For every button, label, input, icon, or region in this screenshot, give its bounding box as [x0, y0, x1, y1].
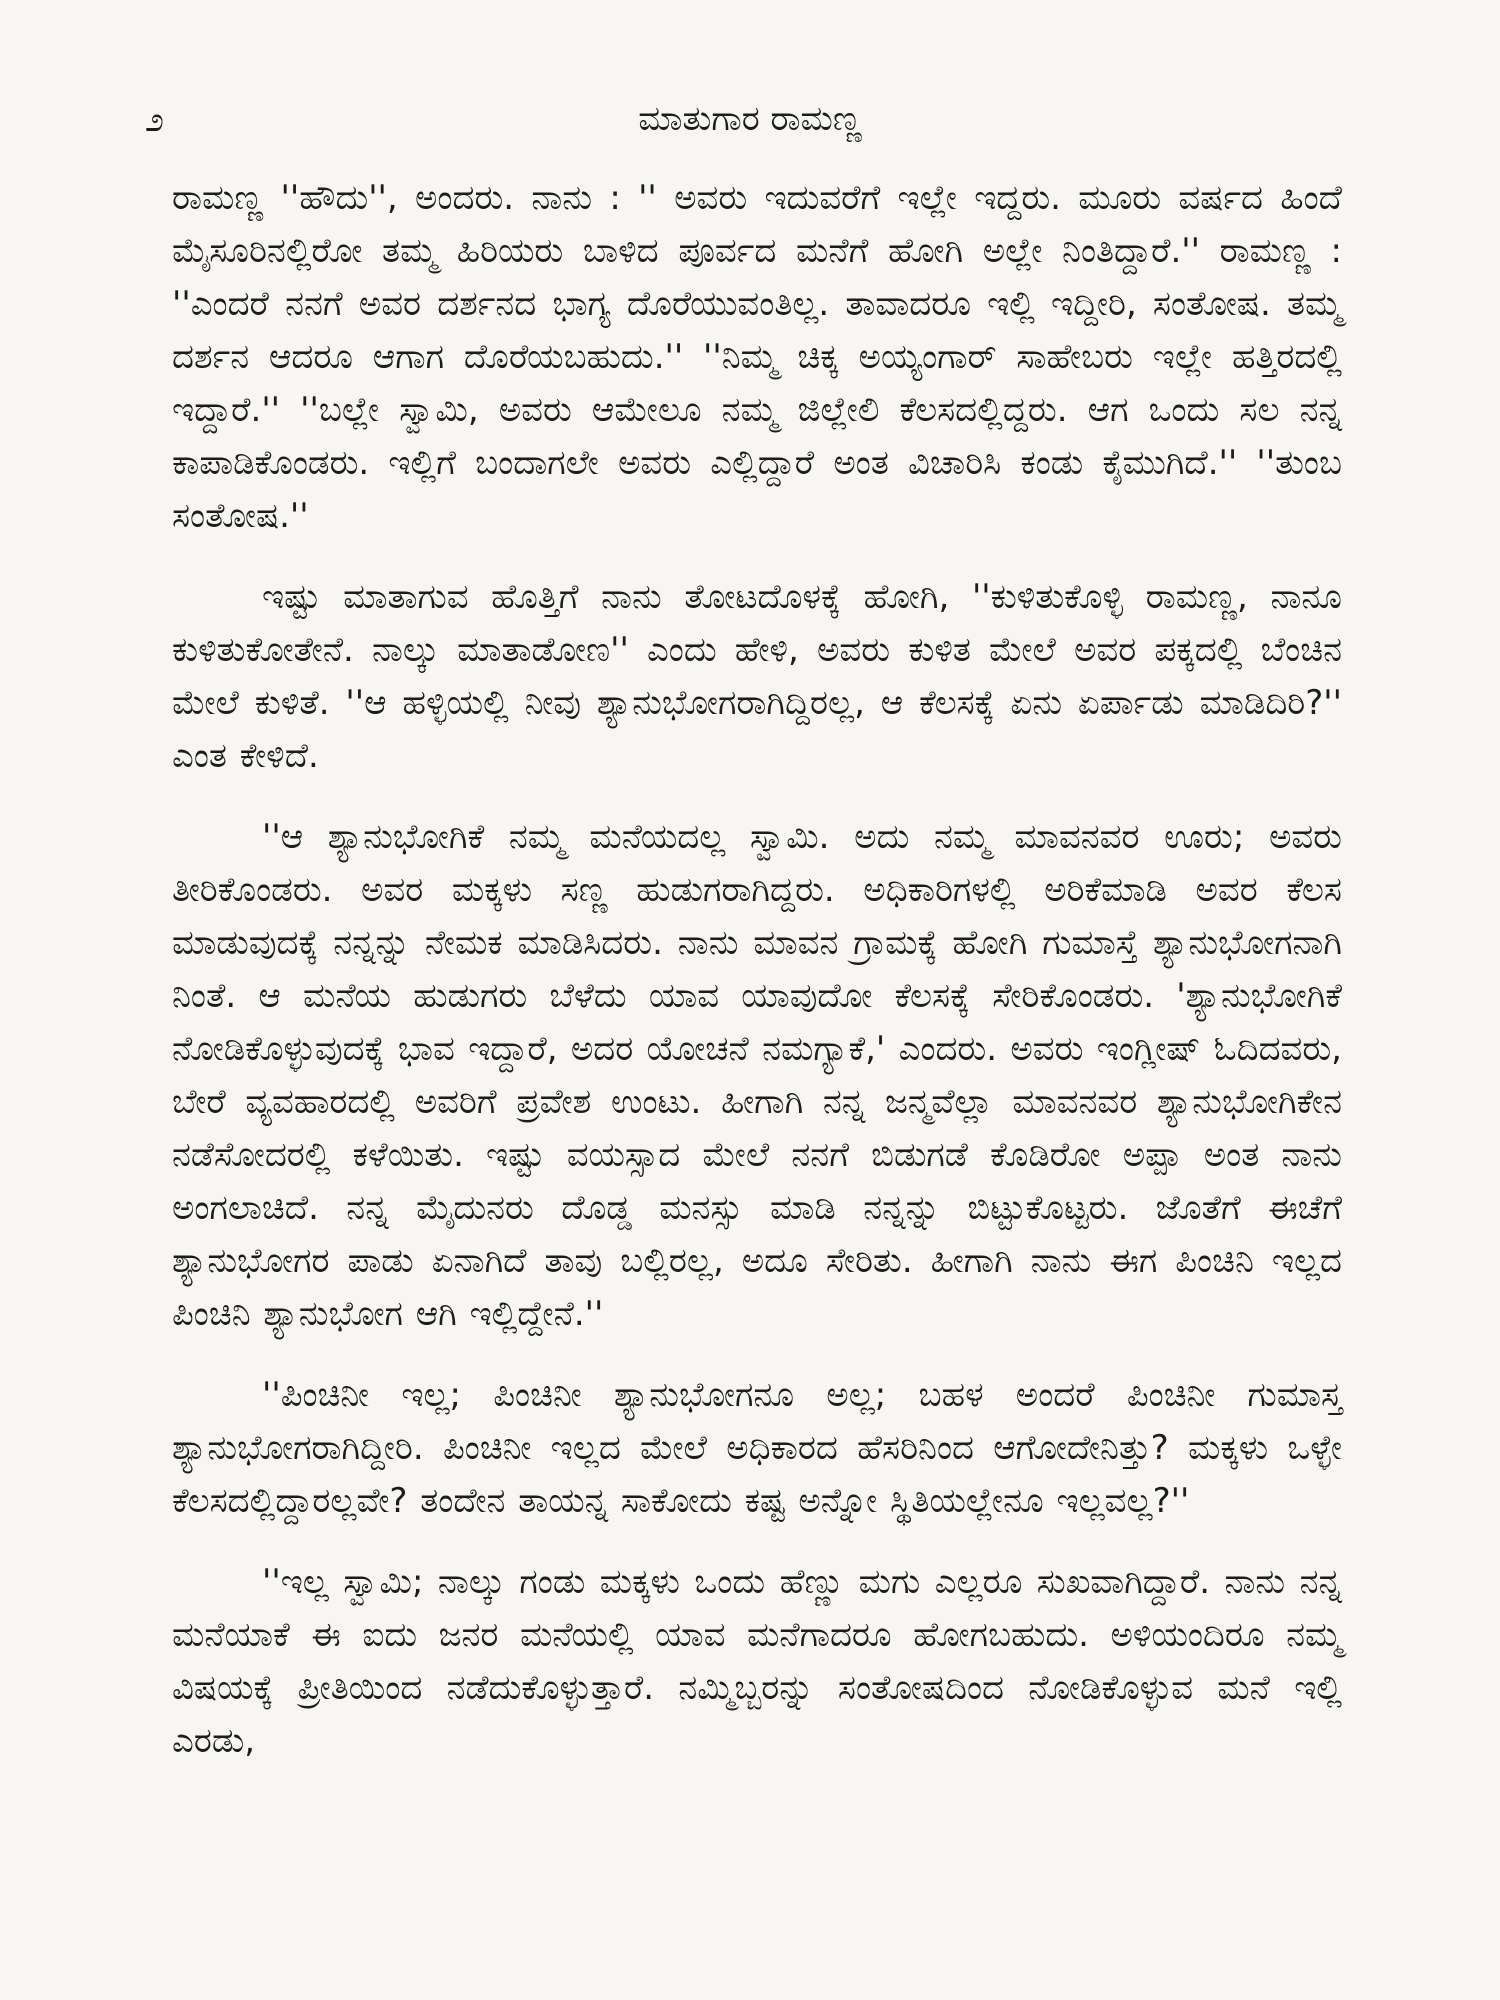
paragraph-4: ''ಪಿಂಚಿನೀ ಇಲ್ಲ; ಪಿಂಚಿನೀ ಶ್ಯಾನುಭೋಗನೂ ಅಲ್ಲ; ಬಹಳ ಅಂದರೆ ಪಿಂಚಿನೀ ಗುಮಾಸ್ತ ಶ್ಯಾನುಭೋಗರಾಗಿದ್ದೀರಿ. ಪಿಂಚಿನೀ ಇಲ್ಲದ ಮೇಲೆ ಅಧಿಕಾರದ ಹೆಸರಿನಿಂದ ಆಗೋದೇನಿತ್ತು? ಮಕ್ಕಳು ಒಳ್ಳೇ ಕೆಲಸದಲ್ಲಿದ್ದಾರಲ್ಲವೇ? ತಂದೇನ ತಾಯನ್ನ ಸಾಕೋದು ಕಷ್ಟ ಅನ್ನೋ ಸ್ಥಿತಿಯಲ್ಲೇನೂ ಇಲ್ಲವಲ್ಲ?'' [172, 1375, 1342, 1521]
paragraph-5: ''ಇಲ್ಲ ಸ್ವಾಮಿ; ನಾಲ್ಕು ಗಂಡು ಮಕ್ಕಳು ಒಂದು ಹೆಣ್ಣು ಮಗು ಎಲ್ಲರೂ ಸುಖವಾಗಿದ್ದಾರೆ. ನಾನು ನನ್ನ ಮನೆಯಾಕೆ ಈ ಐದು ಜನರ ಮನೆಯಲ್ಲಿ ಯಾವ ಮನೆಗಾದರೂ ಹೋಗಬಹುದು. ಅಳಿಯಂದಿರೂ ನಮ್ಮ ವಿಷಯಕ್ಕೆ ಪ್ರೀತಿಯಿಂದ ನಡೆದುಕೊಳ್ಳುತ್ತಾರೆ. ನಮ್ಮಿಬ್ಬರನ್ನು ಸಂತೋಷದಿಂದ ನೋಡಿಕೊಳ್ಳುವ ಮನೆ ಇಲ್ಲಿ ಎರಡು, [172, 1562, 1342, 1761]
running-head: ಮಾತುಗಾರ ರಾಮಣ್ಣ [638, 99, 862, 139]
paragraph-3: ''ಆ ಶ್ಯಾನುಭೋಗಿಕೆ ನಮ್ಮ ಮನೆಯದಲ್ಲ ಸ್ವಾಮಿ. ಅದು ನಮ್ಮ ಮಾವನವರ ಊರು; ಅವರು ತೀರಿಕೊಂಡರು. ಅವರ ಮಕ್ಕಳು ಸಣ್ಣ ಹುಡುಗರಾಗಿದ್ದರು. ಅಧಿಕಾರಿಗಳಲ್ಲಿ ಅರಿಕೆಮಾಡಿ ಅವರ ಕೆಲಸ ಮಾಡುವುದಕ್ಕೆ ನನ್ನನ್ನು ನೇಮಕ ಮಾಡಿಸಿದರು. ನಾನು ಮಾವನ ಗ್ರಾಮಕ್ಕೆ ಹೋಗಿ ಗುಮಾಸ್ತೆ ಶ್ಯಾನುಭೋಗನಾಗಿ ನಿಂತೆ. ಆ ಮನೆಯ ಹುಡುಗರು ಬೆಳೆದು ಯಾವ ಯಾವುದೋ ಕೆಲಸಕ್ಕೆ ಸೇರಿಕೊಂಡರು. 'ಶ್ಯಾನುಭೋಗಿಕೆ ನೋಡಿಕೊಳ್ಳುವುದಕ್ಕೆ ಭಾವ ಇದ್ದಾರೆ, ಅದರ ಯೋಚನೆ ನಮಗ್ಯಾಕೆ,' ಎಂದರು. ಅವರು ಇಂಗ್ಲೀಷ್ ಓದಿದವರು, ಬೇರೆ ವ್ಯವಹಾರದಲ್ಲಿ ಅವರಿಗೆ ಪ್ರವೇಶ ಉಂಟು. ಹೀಗಾಗಿ ನನ್ನ ಜನ್ಮವೆಲ್ಲಾ ಮಾವನವರ ಶ್ಯಾನುಭೋಗಿಕೇನ ನಡೆಸೋದರಲ್ಲಿ ಕಳೆಯಿತು. ಇಷ್ಟು ವಯಸ್ಸಾದ ಮೇಲೆ ನನಗೆ ಬಿಡುಗಡೆ ಕೊಡಿರೋ ಅಪ್ಪಾ ಅಂತ ನಾನು ಅಂಗಲಾಚಿದೆ. ನನ್ನ ಮೈದುನರು ದೊಡ್ಡ ಮನಸ್ಸು ಮಾಡಿ ನನ್ನನ್ನು ಬಿಟ್ಟುಕೊಟ್ಟರು. ಜೊತೆಗೆ ಈಚೆಗೆ ಶ್ಯಾನುಭೋಗರ ಪಾಡು ಏನಾಗಿದೆ ತಾವು ಬಲ್ಲಿರಲ್ಲ, ಅದೂ ಸೇರಿತು. ಹೀಗಾಗಿ ನಾನು ಈಗ ಪಿಂಚಿನಿ ಇಲ್ಲದ ಪಿಂಚಿನಿ ಶ್ಯಾನುಭೋಗ ಆಗಿ ಇಲ್ಲಿದ್ದೇನೆ.'' [172, 817, 1342, 1334]
page-number: ೨ [145, 100, 165, 140]
paragraph-2: ಇಷ್ಟು ಮಾತಾಗುವ ಹೊತ್ತಿಗೆ ನಾನು ತೋಟದೊಳಕ್ಕೆ ಹೋಗಿ, ''ಕುಳಿತುಕೊಳ್ಳಿ ರಾಮಣ್ಣ, ನಾನೂ ಕುಳಿತುಕೋತೇನೆ. ನಾಲ್ಕು ಮಾತಾಡೋಣ'' ಎಂದು ಹೇಳಿ, ಅವರು ಕುಳಿತ ಮೇಲೆ ಅವರ ಪಕ್ಕದಲ್ಲಿ ಬೆಂಚಿನ ಮೇಲೆ ಕುಳಿತೆ. ''ಆ ಹಳ್ಳಿಯಲ್ಲಿ ನೀವು ಶ್ಯಾನುಭೋಗರಾಗಿದ್ದಿರಲ್ಲ, ಆ ಕೆಲಸಕ್ಕೆ ಏನು ಏರ್ಪಾಡು ಮಾಡಿದಿರಿ?'' ಎಂತ ಕೇಳಿದೆ. [172, 577, 1342, 776]
body-text [172, 172, 1342, 1796]
paragraph-1: ರಾಮಣ್ಣ ''ಹೌದು'', ಅಂದರು. ನಾನು : '' ಅವರು ಇದುವರೆಗೆ ಇಲ್ಲೇ ಇದ್ದರು. ಮೂರು ವರ್ಷದ ಹಿಂದೆ ಮೈಸೂರಿನಲ್ಲಿರೋ ತಮ್ಮ ಹಿರಿಯರು ಬಾಳಿದ ಪೂರ್ವದ ಮನೆಗೆ ಹೋಗಿ ಅಲ್ಲೇ ನಿಂತಿದ್ದಾರೆ.'' ರಾಮಣ್ಣ : ''ಎಂದರೆ ನನಗೆ ಅವರ ದರ್ಶನದ ಭಾಗ್ಯ ದೊರೆಯುವಂತಿಲ್ಲ. ತಾವಾದರೂ ಇಲ್ಲಿ ಇದ್ದೀರಿ, ಸಂತೋಷ. ತಮ್ಮ ದರ್ಶನ ಆದರೂ ಆಗಾಗ ದೊರೆಯಬಹುದು.'' ''ನಿಮ್ಮ ಚಿಕ್ಕ ಅಯ್ಯಂಗಾರ್ ಸಾಹೇಬರು ಇಲ್ಲೇ ಹತ್ತಿರದಲ್ಲಿ ಇದ್ದಾರೆ.'' ''ಬಲ್ಲೇ ಸ್ವಾಮಿ, ಅವರು ಆಮೇಲೂ ನಮ್ಮ ಜಿಲ್ಲೇಲಿ ಕೆಲಸದಲ್ಲಿದ್ದರು. ಆಗ ಒಂದು ಸಲ ನನ್ನ ಕಾಪಾಡಿಕೊಂಡರು. ಇಲ್ಲಿಗೆ ಬಂದಾಗಲೇ ಅವರು ಎಲ್ಲಿದ್ದಾರೆ ಅಂತ ವಿಚಾರಿಸಿ ಕಂಡು ಕೈಮುಗಿದೆ.'' ''ತುಂಬ ಸಂತೋಷ.'' [172, 178, 1342, 536]
